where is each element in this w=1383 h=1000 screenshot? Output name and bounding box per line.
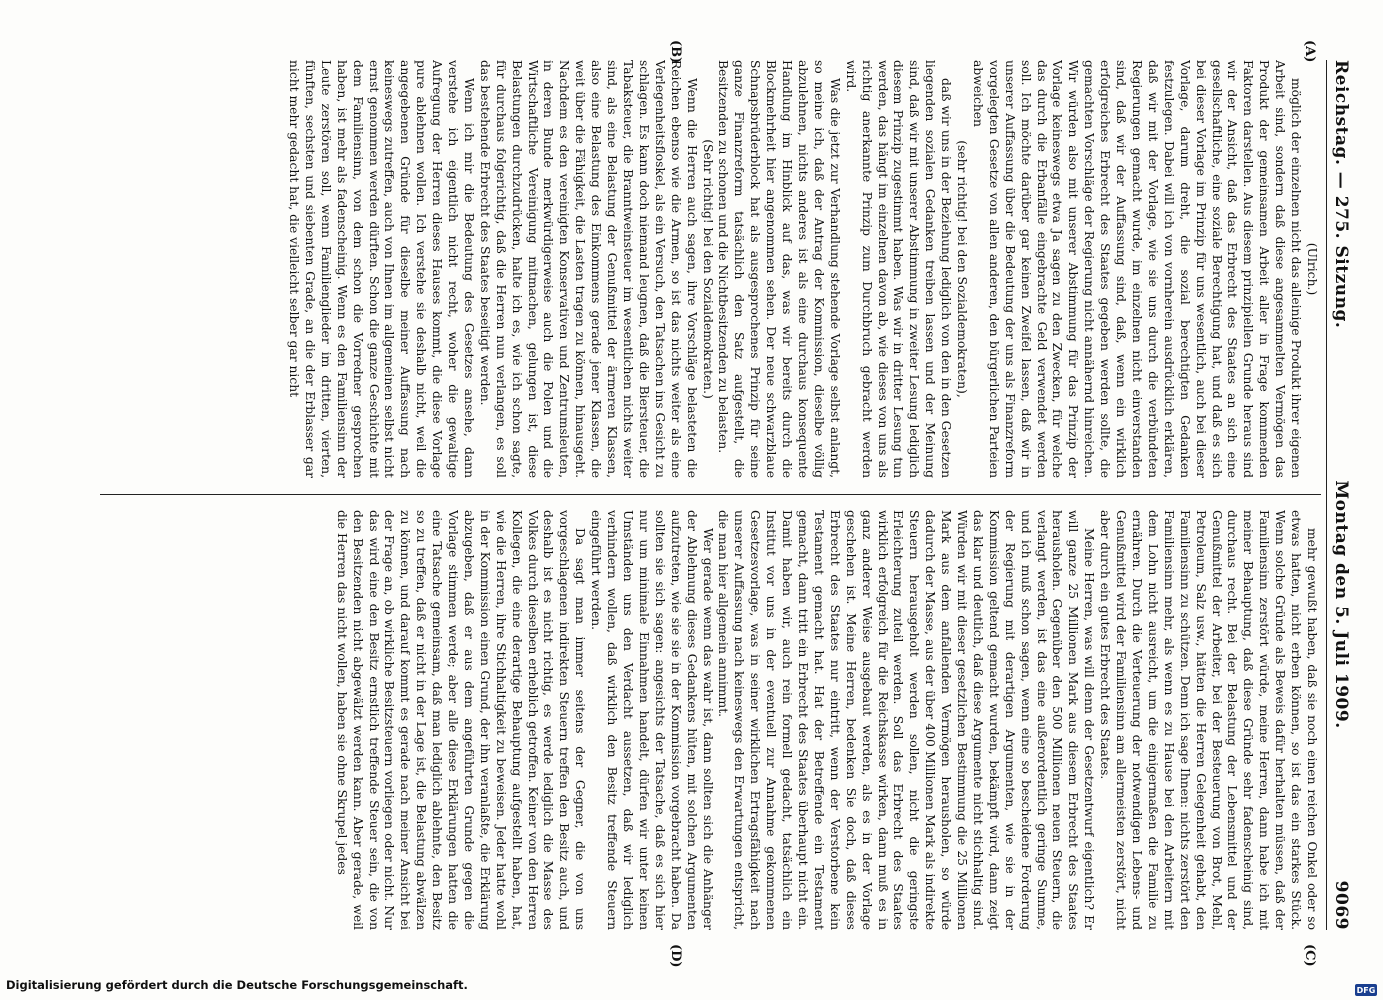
right-paragraph: mehr gewußt haben, daß sie noch einen reichen Onkel oder so etwas hatten, nicht erben können, so ist das ein starkes Stück. Wenn solche Gründe als Beweis dafür herhalten müssen, daß der Familiensinn zerstört würde, meine Herren, dann habe ich mit meiner Behauptung, daß diese Gründe sehr fadenscheinig sind, durchaus recht. Bei der Belastung der Lebensmittel und der Genußmittel der Arbeiter, bei der Besteuerung von Brot, Mehl, Petroleum, Salz usw., hätten die Herren Gelegenheit gehabt, den Familiensinn zu schützen. Denn ich sage Ihnen: nichts zerstört den Familiensinn mehr, als wenn es zu Hause bei den Arbeitern mit dem Lohn nicht ausreicht, um die einigermaßen die Familie zu ernähren. Durch die Verteuerung der notwendigen Lebens- und Genußmittel wird der Familiensinn am allermeisten zerstört, nicht aber durch ein gutes Erbrecht des Staates.: [1098, 510, 1319, 930]
right-paragraph: Wer gerade wenn das wahr ist, dann sollten sich die Anhänger der Ablehnung dieses Gedankens hüten, mit solchen Argumenten aufzutreten, wie sie sie in der Kommission vorgebracht haben. Da sollten sie sich sagen: angesichts der Tatsache, daß es sich hier nur um minimale Einnahmen handelt, dürfen wir unter keinen Umständen uns den Verdacht aussetzen, daß wir lediglich verhindern wollen, daß wirklich den Besitz treffende Steuern eingeführt werden.: [589, 510, 715, 930]
dfg-logo-icon: DFG: [1356, 985, 1376, 995]
margin-marker-a: (A): [1302, 40, 1317, 63]
speaker-name: (Ulrich.): [1305, 242, 1319, 296]
header-session: Reichstag. — 275. Sitzung.: [1331, 60, 1351, 329]
left-paragraph: Wenn ich mir die Bedeutung des Gesetzes ansehe, dann verstehe ich eigentlich nicht recht, woher die gewaltige Aufregung der Herren dieses Hauses kommt, die diese Vorlage pure ablehnen wollen. Ich verstehe sie deshalb nicht, weil die angegebenen Gründe für dieselbe meiner Auffassung nach keineswegs zutreffen, auch von Ihnen im allgemeinen selbst nicht ernst genommen werden dürften. Schon die ganze Geschichte mit dem Familiensinn, von dem schon die Vorredner gesprochen haben, ist mehr als fadenscheinig. Wenn es den Familiensinn der Leute zerstören soll, wenn Familienglieder im dritten, vierten, fünften, sechsten und siebenten Grade, an die der Erblasser gar nicht mehr gedacht hat, die vielleicht selber gar nicht: [287, 60, 476, 478]
margin-marker-b: (B): [668, 40, 683, 64]
left-paragraph: möglich der einzelnen nicht das alleinige Produkt ihrer eigenen Arbeit sind, sondern daß diese angesammelten Vermögen das Produkt der gemeinsamen Arbeit aller in Frage kommenden Faktoren darstellen. Aus diesem prinzipiellen Grunde heraus sind wir der Ansicht, daß das Erbrecht des Staates an sich eine gesellschaftliche, eine soziale Berechtigung hat, und daß es sich bei dieser Vorlage im Prinzip für uns wesentlich, auch bei dieser Vorlage, darum dreht, die sozial berechtigten Gedanken festzulegen. Dabei will ich von vornherein ausdrücklich erklären, daß wir mit der Vorlage, wie sie uns durch die verbündeten Regierungen gemacht wurde, im einzelnen nicht einverstanden sind, daß wir der Auffassung sind, daß, wenn ein wirklich erfolgreiches Erbrecht des Staates gegeben werden sollte, die gemachten Vorschläge der Regierung nicht annähernd hinreichen. Wir würden also mit unserer Abstimmung für das Prinzip der Vorlage keineswegs etwa Ja sagen zu den Zwecken, für welche das durch die Erbanfälle eingebrachte Geld verwendet werden soll. Ich möchte darüber gar keinen Zweifel lassen, daß wir in unserer Auffassung über die Bedeutung der uns als Finanzreform vorgelegten Gesetze von allen anderen, den bürgerlichen Parteien abweichen: [970, 60, 1304, 478]
right-column: [96, 510, 1319, 930]
credit-text: Digitalisierung gefördert durch die Deutsche Forschungsgemeinschaft.: [6, 978, 468, 992]
left-paragraph: daß wir uns in der Beziehung lediglich von den in den Gesetzen liegenden sozialen Gedanken treiben lassen und der Meinung sind, daß wir mit unserer Abstimmung in zweiter Lesung lediglich diesem Prinzip zugestimmt haben. Was wir in dritter Lesung tun werden, das hängt im einzelnen davon ab, wie dieses von uns als richtig anerkannte Prinzip zum Durchbruch gebracht werden wird.: [843, 60, 954, 478]
right-paragraph: Da sagt man immer seitens der Gegner, die von uns vorgeschlagenen indirekten Steuern treffen den Besitz auch, und deshalb ist es nicht richtig, es werde lediglich die Masse des Volkes durch dieselben erheblich getroffen. Keiner von den Herren Kollegen, die eine derartige Behauptung aufgestellt haben, hat, wie die Herren, ihre Stichhaltigkeit zu beweisen. Jeder hatte wohl in der Kommission einen Grund, der ihn veranlaßte, die Erklärung abzugeben, daß er aus dem angeführten Grunde gegen die Vorlage stimmen werde; aber alle diese Erklärungen hatten die eine Tatsache gemeinsam, daß man lediglich ablehnte, den Besitz so zu treffen, daß er nicht in der Lage ist, die Belastung abwälzen zu können, und darauf kommt es gerade nach meiner Ansicht bei der Frage an, ob wirkliche Besitzsteuern vorliegen oder nicht. Nur das wird eine den Besitz ernstlich treffende Steuer sein, die von den Besitzenden nicht abgewälzt werden kann. Aber gerade, weil die Herren das nicht wollen, haben sie ohne Skrupel jedes: [334, 510, 588, 930]
page-number: 9069: [1331, 880, 1351, 930]
left-column: [96, 60, 1319, 478]
left-paragraph: Wenn die Herren auch sagen, ihre Vorschläge belasteten die Reichen ebenso wie die Armen, so ist das nichts weiter als eine Verlegenheitsfloskel, als ein Versuch, den Tatsachen ins Gesicht zu schlagen. Es kann doch niemand leugnen, daß die Biersteuer, die Tabaksteuer, die Branntweinsteuer im wesentlichen nichts weiter sind, als eine Belastung der Genußmittel der ärmeren Klassen, also eine Belastung des Einkommens gerade jener Klassen, die weit über die Fähigkeit, die Lasten tragen zu können, hinausgeht. Nachdem es den vereinigten Konservativen und Zentrumsleuten, in deren Bunde merkwürdigerweise auch die Polen und die Wirtschaftliche Vereinigung mitmachen, gelungen ist, diese Belastungen durchzudrücken, halte ich es, wie ich schon sagte, für durchaus folgerichtig, daß die Herren nun verlangen, es soll das bestehende Erbrecht des Staates beseitigt werden.: [477, 60, 699, 478]
left-interjection: (sehr richtig! bei den Sozialdemokraten),: [955, 140, 970, 398]
right-paragraph: Meine Herren, was will denn der Gesetzentwurf eigentlich? Er will ganze 25 Millionen Mark aus diesem Erbrecht des Staates herausholen. Gegenüber den 500 Millionen neuen Steuern, die verlangt werden, ist das eine außerordentlich geringe Summe, und ich muß schon sagen, wenn eine so bescheidene Forderung der Regierung mit derartigen Argumenten, wie sie in der Kommission geltend gemacht wurden, bekämpft wird, dann zeigt das klar und deutlich, daß diese Argumente nicht stichhaltig sind. Würden wir mit dieser gesetzlichen Bestimmung die 25 Millionen Mark aus dem anfallenden Vermögen herausholen, so würde dadurch der Masse, aus der über 400 Millionen Mark als indirekte Steuern herausgeholt werden sollen, nicht die geringste Erleichterung zuteil werden. Soll das Erbrecht des Staates wirklich erfolgreich für die Reichskasse wirken, dann muß es in ganz anderer Weise ausgebaut werden, als es in der Vorlage geschehen ist. Meine Herren, bedenken Sie doch, daß dieses Erbrecht des Staates nur eintritt, wenn der Verstorbene kein Testament gemacht hat. Hat der Betreffende ein Testament gemacht, dann tritt ein Erbrecht des Staates überhaupt nicht ein. Damit haben wir, auch rein formell gedacht, tatsächlich ein Institut vor uns in der eventuell zur Annahme gekommenen Gesetzesvorlage, was in seiner wirklichen Ertragsfähigkeit nach unserer Auffassung nach keineswegs den Erwartungen entspricht, die man hier allgemein annimmt.: [716, 510, 1097, 930]
page-header: [1331, 60, 1361, 930]
header-date: Montag den 5. Juli 1909.: [1331, 480, 1351, 729]
left-interjection: (Sehr richtig! bei den Sozialdemokraten.): [700, 139, 715, 399]
digitization-credit: [0, 976, 1383, 994]
margin-marker-d: (D): [668, 944, 683, 968]
left-paragraph: Was die jetzt zur Verhandlung stehende Vorlage selbst anlangt, so meine ich, daß der Antrag der Kommission, dieselbe völlig abzulehnen, nichts anderes ist als eine durchaus konsequente Handlung im Hinblick auf das, was wir bereits durch die Blockmehrheit hier angenommen sehen. Der neue schwarzblaue Schnapsbrüderblock hat als ausgesprochenes Prinzip für seine ganze Finanzreform tatsächlich den Satz aufgestellt, die Besitzenden zu schonen und die Nichtbesitzenden zu belasten.: [716, 60, 842, 478]
column-divider: [100, 494, 1321, 495]
header-rule: [1326, 60, 1327, 930]
margin-marker-c: (C): [1302, 944, 1317, 967]
